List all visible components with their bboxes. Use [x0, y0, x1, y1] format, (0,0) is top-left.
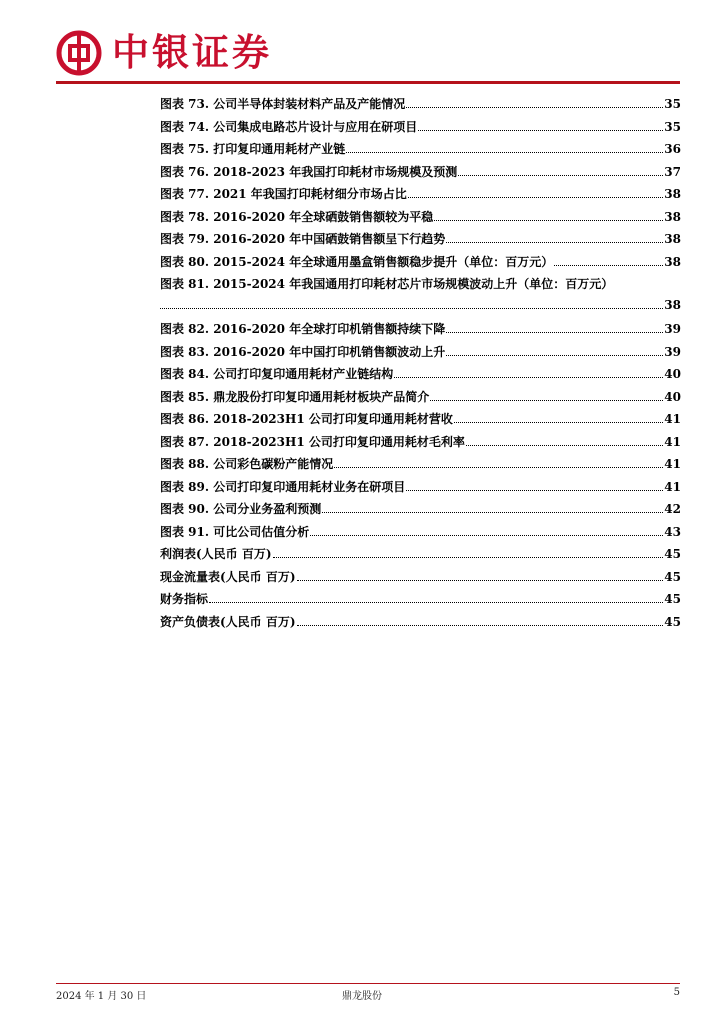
toc-entry[interactable] — [160, 320, 681, 343]
toc-title: 图表 79. 2016-2020 年中国硒鼓销售额呈下行趋势 — [160, 232, 446, 246]
toc-page: 41 — [664, 434, 681, 449]
toc-entry[interactable] — [160, 388, 681, 411]
dot-leader — [209, 593, 663, 603]
footer-date: 2024 年 1 月 30 日 — [56, 991, 147, 1002]
toc-page: 35 — [664, 97, 681, 111]
toc-title: 图表 88. 公司彩色碳粉产能情况 — [160, 457, 334, 471]
toc-title: 图表 84. 公司打印复印通用耗材产业链结构 — [160, 367, 394, 381]
dot-leader — [346, 143, 663, 153]
toc-entry[interactable] — [160, 410, 681, 433]
toc-page: 39 — [664, 344, 681, 359]
dot-leader — [554, 256, 663, 266]
dot-leader — [466, 436, 663, 446]
toc-entry[interactable] — [160, 230, 681, 253]
toc-title: 利润表(人民币 百万) — [160, 547, 272, 561]
dot-leader — [446, 323, 663, 333]
toc-page: 38 — [664, 297, 681, 312]
toc-page: 42 — [664, 502, 681, 516]
toc-entry[interactable] — [160, 253, 681, 276]
toc-title: 财务指标 — [160, 592, 209, 606]
toc-title: 图表 77. 2021 年我国打印耗材细分市场占比 — [160, 187, 407, 201]
toc-page: 45 — [664, 614, 681, 629]
toc-entry[interactable] — [160, 365, 681, 388]
toc-entry[interactable] — [160, 545, 681, 568]
toc-title: 图表 90. 公司分业务盈利预测 — [160, 502, 322, 516]
toc-entry[interactable] — [160, 95, 681, 118]
toc-title: 图表 85. 鼎龙股份打印复印通用耗材板块产品简介 — [160, 389, 430, 404]
toc-page: 40 — [664, 389, 681, 404]
toc-page: 41 — [664, 457, 681, 471]
toc-entry[interactable] — [160, 523, 681, 546]
toc-page: 35 — [664, 119, 681, 134]
toc-entry[interactable] — [160, 500, 681, 523]
toc-page: 43 — [664, 524, 681, 539]
toc-title: 图表 87. 2018-2023H1 公司打印复印通用耗材毛利率 — [160, 434, 465, 449]
toc-title: 图表 86. 2018-2023H1 公司打印复印通用耗材营收 — [160, 412, 453, 426]
toc-title: 图表 80. 2015-2024 年全球通用墨盒销售额稳步提升（单位：百万元） — [160, 254, 554, 269]
toc-title: 图表 76. 2018-2023 年我国打印耗材市场规模及预测 — [160, 164, 458, 179]
toc-entry[interactable] — [160, 590, 681, 613]
page-header — [56, 30, 680, 85]
toc-entry[interactable] — [160, 275, 681, 298]
toc-page: 45 — [664, 547, 681, 561]
toc-entry[interactable] — [160, 140, 681, 163]
toc-entry[interactable] — [160, 568, 681, 591]
footer-divider — [56, 983, 680, 984]
toc-page: 36 — [664, 142, 681, 156]
toc-title: 资产负债表(人民币 百万) — [160, 614, 296, 629]
dot-leader — [160, 299, 663, 309]
dot-leader — [334, 458, 663, 468]
toc-page: 37 — [664, 164, 681, 179]
bank-of-china-logo-icon — [56, 30, 102, 76]
dot-leader — [406, 481, 663, 491]
toc-title: 图表 89. 公司打印复印通用耗材业务在研项目 — [160, 479, 406, 494]
brand-name: 中银证券 — [112, 31, 272, 74]
dot-leader — [430, 391, 663, 401]
toc-page: 41 — [664, 412, 681, 426]
toc-page: 38 — [664, 232, 681, 246]
dot-leader — [454, 413, 663, 423]
toc-entry[interactable] — [160, 118, 681, 141]
toc-title: 图表 82. 2016-2020 年全球打印机销售额持续下降 — [160, 322, 446, 336]
toc-page: 38 — [664, 209, 681, 224]
dot-leader — [273, 548, 664, 558]
toc-page: 41 — [664, 479, 681, 494]
dot-leader — [458, 166, 663, 176]
toc-entry[interactable] — [160, 343, 681, 366]
toc-entry[interactable] — [160, 455, 681, 478]
toc-page: 38 — [664, 254, 681, 269]
toc-page: 45 — [664, 592, 681, 606]
toc-title: 图表 75. 打印复印通用耗材产业链 — [160, 142, 346, 156]
toc-entry[interactable] — [160, 208, 681, 231]
footer-company: 鼎龙股份 — [342, 991, 382, 1002]
toc-title: 图表 83. 2016-2020 年中国打印机销售额波动上升 — [160, 344, 446, 359]
toc-entry-continuation[interactable] — [160, 298, 681, 321]
table-of-contents — [160, 95, 681, 635]
dot-leader — [446, 233, 663, 243]
toc-title: 图表 74. 公司集成电路芯片设计与应用在研项目 — [160, 119, 418, 134]
dot-leader — [434, 211, 663, 221]
dot-leader — [418, 121, 663, 131]
toc-title: 图表 81. 2015-2024 年我国通用打印耗材芯片市场规模波动上升（单位：百万元） — [160, 277, 614, 291]
toc-page: 39 — [664, 322, 681, 336]
dot-leader — [310, 526, 663, 536]
toc-page: 40 — [664, 367, 681, 381]
toc-title: 现金流量表(人民币 百万) — [160, 569, 296, 584]
dot-leader — [446, 346, 663, 356]
dot-leader — [394, 368, 663, 378]
toc-entry[interactable] — [160, 433, 681, 456]
header-divider — [56, 81, 680, 84]
footer-page-number: 5 — [673, 987, 680, 998]
toc-page: 38 — [664, 187, 681, 201]
dot-leader — [297, 571, 664, 581]
toc-title: 图表 91. 可比公司估值分析 — [160, 524, 310, 539]
toc-entry[interactable] — [160, 478, 681, 501]
toc-title: 图表 73. 公司半导体封装材料产品及产能情况 — [160, 97, 406, 111]
dot-leader — [408, 188, 663, 198]
toc-title: 图表 78. 2016-2020 年全球硒鼓销售额较为平稳 — [160, 209, 434, 224]
dot-leader — [297, 616, 664, 626]
toc-page: 45 — [664, 569, 681, 584]
toc-entry[interactable] — [160, 613, 681, 636]
toc-entry[interactable] — [160, 185, 681, 208]
dot-leader — [406, 98, 663, 108]
toc-entry[interactable] — [160, 163, 681, 186]
dot-leader — [322, 503, 663, 513]
